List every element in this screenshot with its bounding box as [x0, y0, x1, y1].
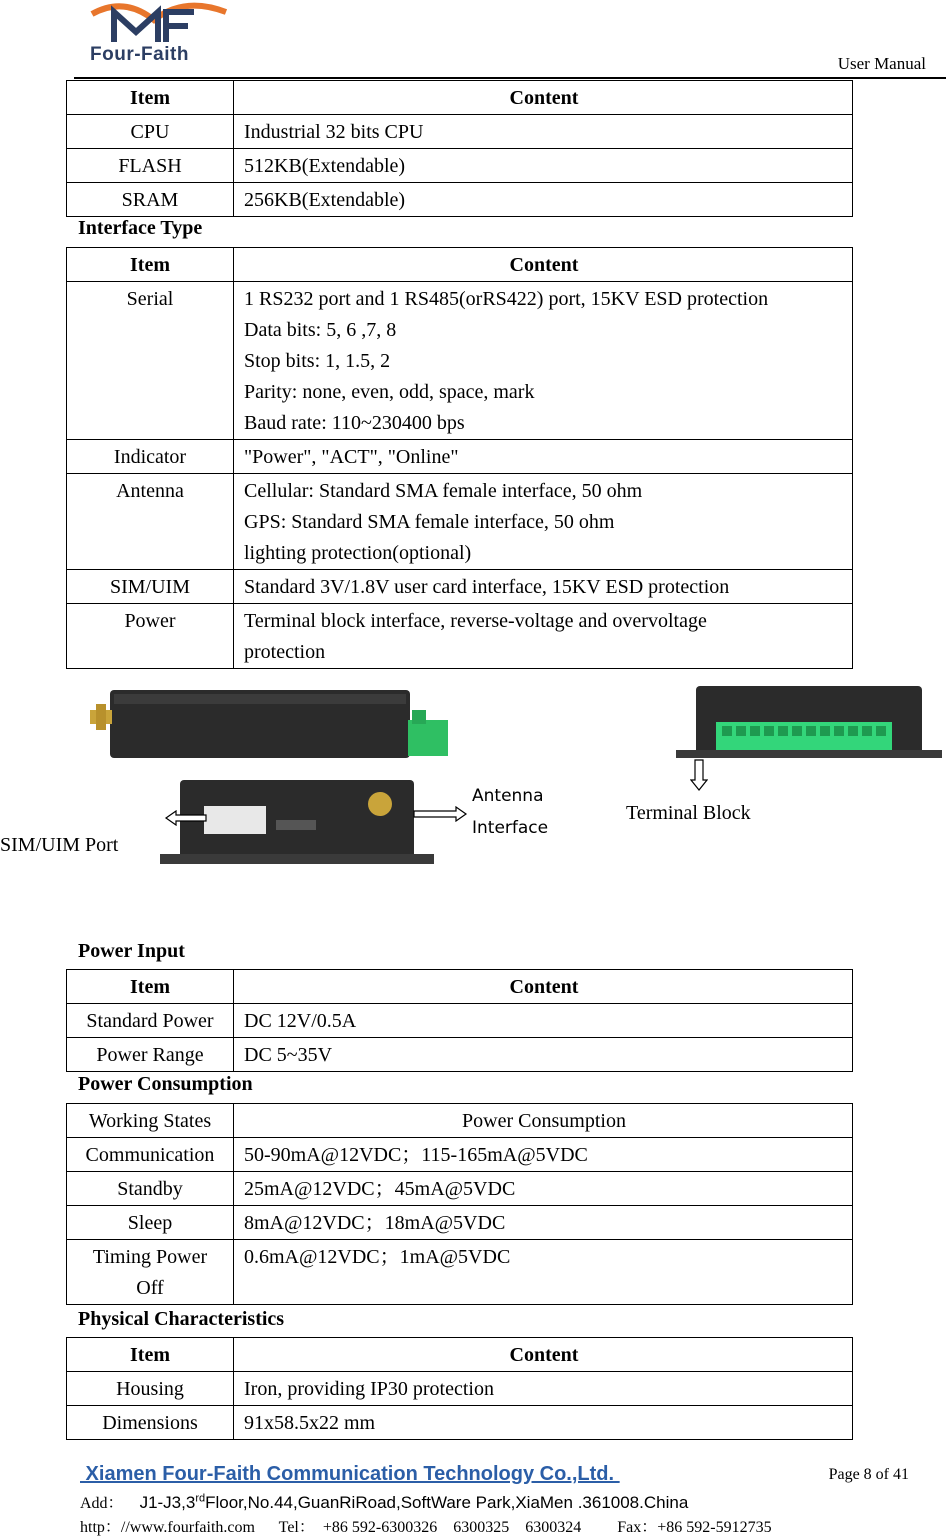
row-item-line: Off [136, 1277, 164, 1299]
table-row [67, 1138, 853, 1172]
header-item: Item [67, 81, 234, 115]
header-item: Item [67, 970, 234, 1004]
row-item: Standby [67, 1172, 234, 1206]
row-content: 50-90mA@12VDC；115-165mA@5VDC [234, 1138, 853, 1172]
table-header-row [67, 81, 853, 115]
row-item: Indicator [67, 440, 234, 474]
row-item: Serial [67, 282, 234, 440]
antenna-line: Cellular: Standard SMA female interface, 50 ohm [244, 480, 643, 502]
footer-add-label: Add： [80, 1495, 124, 1512]
row-content: 0.6mA@12VDC；1mA@5VDC [234, 1240, 853, 1305]
arrow-down-icon [690, 758, 708, 792]
footer-address-pre: J1-J3,3 [139, 1493, 196, 1512]
row-content: Standard 3V/1.8V user card interface, 15KV ESD protection [234, 570, 853, 604]
table-row [67, 149, 853, 183]
footer-page-number: Page 8 of 41 [828, 1466, 909, 1483]
row-item: Dimensions [67, 1406, 234, 1440]
row-content: Industrial 32 bits CPU [234, 115, 853, 149]
company-logo [84, 0, 234, 70]
table-row [67, 604, 853, 669]
serial-line: Baud rate: 110~230400 bps [244, 412, 465, 434]
footer-company-link[interactable]: Xiamen Four-Faith Communication Technology Co.,Ltd. [80, 1463, 620, 1485]
section-title-power-input: Power Input [78, 940, 185, 962]
table-row [67, 474, 853, 570]
table-header-row [67, 970, 853, 1004]
footer-fax: Fax：+86 592-5912735 [617, 1519, 772, 1536]
table-row [67, 1004, 853, 1038]
table-row [67, 1372, 853, 1406]
device-side-photo [90, 682, 460, 764]
footer-tel: Tel： +86 592-6300326 6300325 6300324 [278, 1519, 582, 1536]
row-item: Power Range [67, 1038, 234, 1072]
row-content: 512KB(Extendable) [234, 149, 853, 183]
table-header-row [67, 1104, 853, 1138]
system-spec-table [66, 80, 853, 217]
header-item: Item [67, 1338, 234, 1372]
power-consumption-table [66, 1103, 853, 1305]
footer-address [80, 1490, 688, 1513]
serial-line: Data bits: 5, 6 ,7, 8 [244, 319, 397, 341]
row-item: CPU [67, 115, 234, 149]
serial-line: Parity: none, even, odd, space, mark [244, 381, 535, 403]
row-content: Iron, providing IP30 protection [234, 1372, 853, 1406]
row-item: Power [67, 604, 234, 669]
section-title-physical: Physical Characteristics [78, 1308, 285, 1330]
table-row [67, 440, 853, 474]
arrow-left-icon [164, 810, 208, 826]
table-row [67, 183, 853, 217]
antenna-line: GPS: Standard SMA female interface, 50 ohm [244, 511, 615, 533]
antenna-label-line: Interface [472, 818, 549, 838]
row-content: 25mA@12VDC；45mA@5VDC [234, 1172, 853, 1206]
footer-address-sup: rd [195, 1492, 206, 1505]
power-input-table [66, 969, 853, 1072]
physical-table [66, 1337, 853, 1440]
logo-text: Four-Faith [90, 44, 189, 65]
table-row [67, 282, 853, 440]
row-content: DC 12V/0.5A [234, 1004, 853, 1038]
power-line: protection [244, 641, 326, 663]
header-content: Content [234, 1338, 853, 1372]
header-item: Working States [67, 1104, 234, 1138]
header-content: Content [234, 248, 853, 282]
antenna-label [472, 780, 548, 844]
row-content [234, 604, 853, 669]
row-content: 256KB(Extendable) [234, 183, 853, 217]
device-photo-figure [0, 676, 946, 876]
sim-port-label: SIM/UIM Port [0, 834, 119, 856]
antenna-label-line: Antenna [472, 786, 544, 806]
device-terminal-photo [676, 682, 944, 764]
header-content: Power Consumption [234, 1104, 853, 1138]
header-content: Content [234, 970, 853, 1004]
table-row [67, 1406, 853, 1440]
four-faith-logo-icon [84, 0, 234, 48]
row-item: Standard Power [67, 1004, 234, 1038]
row-item: SIM/UIM [67, 570, 234, 604]
row-item: Antenna [67, 474, 234, 570]
header-content: Content [234, 81, 853, 115]
header-label: User Manual [837, 54, 926, 73]
serial-line: Stop bits: 1, 1.5, 2 [244, 350, 391, 372]
row-item: Communication [67, 1138, 234, 1172]
row-content: 91x58.5x22 mm [234, 1406, 853, 1440]
row-item: Housing [67, 1372, 234, 1406]
table-row [67, 570, 853, 604]
row-content [234, 282, 853, 440]
table-row [67, 115, 853, 149]
row-content [234, 474, 853, 570]
table-row [67, 1038, 853, 1072]
header-rule [74, 77, 946, 79]
row-item: Sleep [67, 1206, 234, 1240]
row-content: DC 5~35V [234, 1038, 853, 1072]
header-item: Item [67, 248, 234, 282]
serial-line: 1 RS232 port and 1 RS485(orRS422) port, 15KV ESD protection [244, 288, 769, 310]
footer-address-post: Floor,No.44,GuanRiRoad,SoftWare Park,XiaMen .361008.China [205, 1493, 689, 1512]
section-title-power-consumption: Power Consumption [78, 1073, 253, 1095]
row-item [67, 1240, 234, 1305]
arrow-right-icon [412, 806, 468, 822]
row-item-line: Timing Power [92, 1246, 208, 1268]
table-header-row [67, 248, 853, 282]
row-item: FLASH [67, 149, 234, 183]
power-line: Terminal block interface, reverse-voltage and overvoltage [244, 610, 707, 632]
row-item: SRAM [67, 183, 234, 217]
section-title-interface: Interface Type [78, 217, 203, 239]
table-row [67, 1172, 853, 1206]
table-header-row [67, 1338, 853, 1372]
footer-website: http：//www.fourfaith.com [80, 1519, 255, 1536]
interface-table [66, 247, 853, 669]
row-content: 8mA@12VDC；18mA@5VDC [234, 1206, 853, 1240]
terminal-block-label: Terminal Block [626, 802, 751, 824]
table-row [67, 1206, 853, 1240]
row-content: "Power", "ACT", "Online" [234, 440, 853, 474]
antenna-line: lighting protection(optional) [244, 542, 472, 564]
table-row [67, 1240, 853, 1305]
